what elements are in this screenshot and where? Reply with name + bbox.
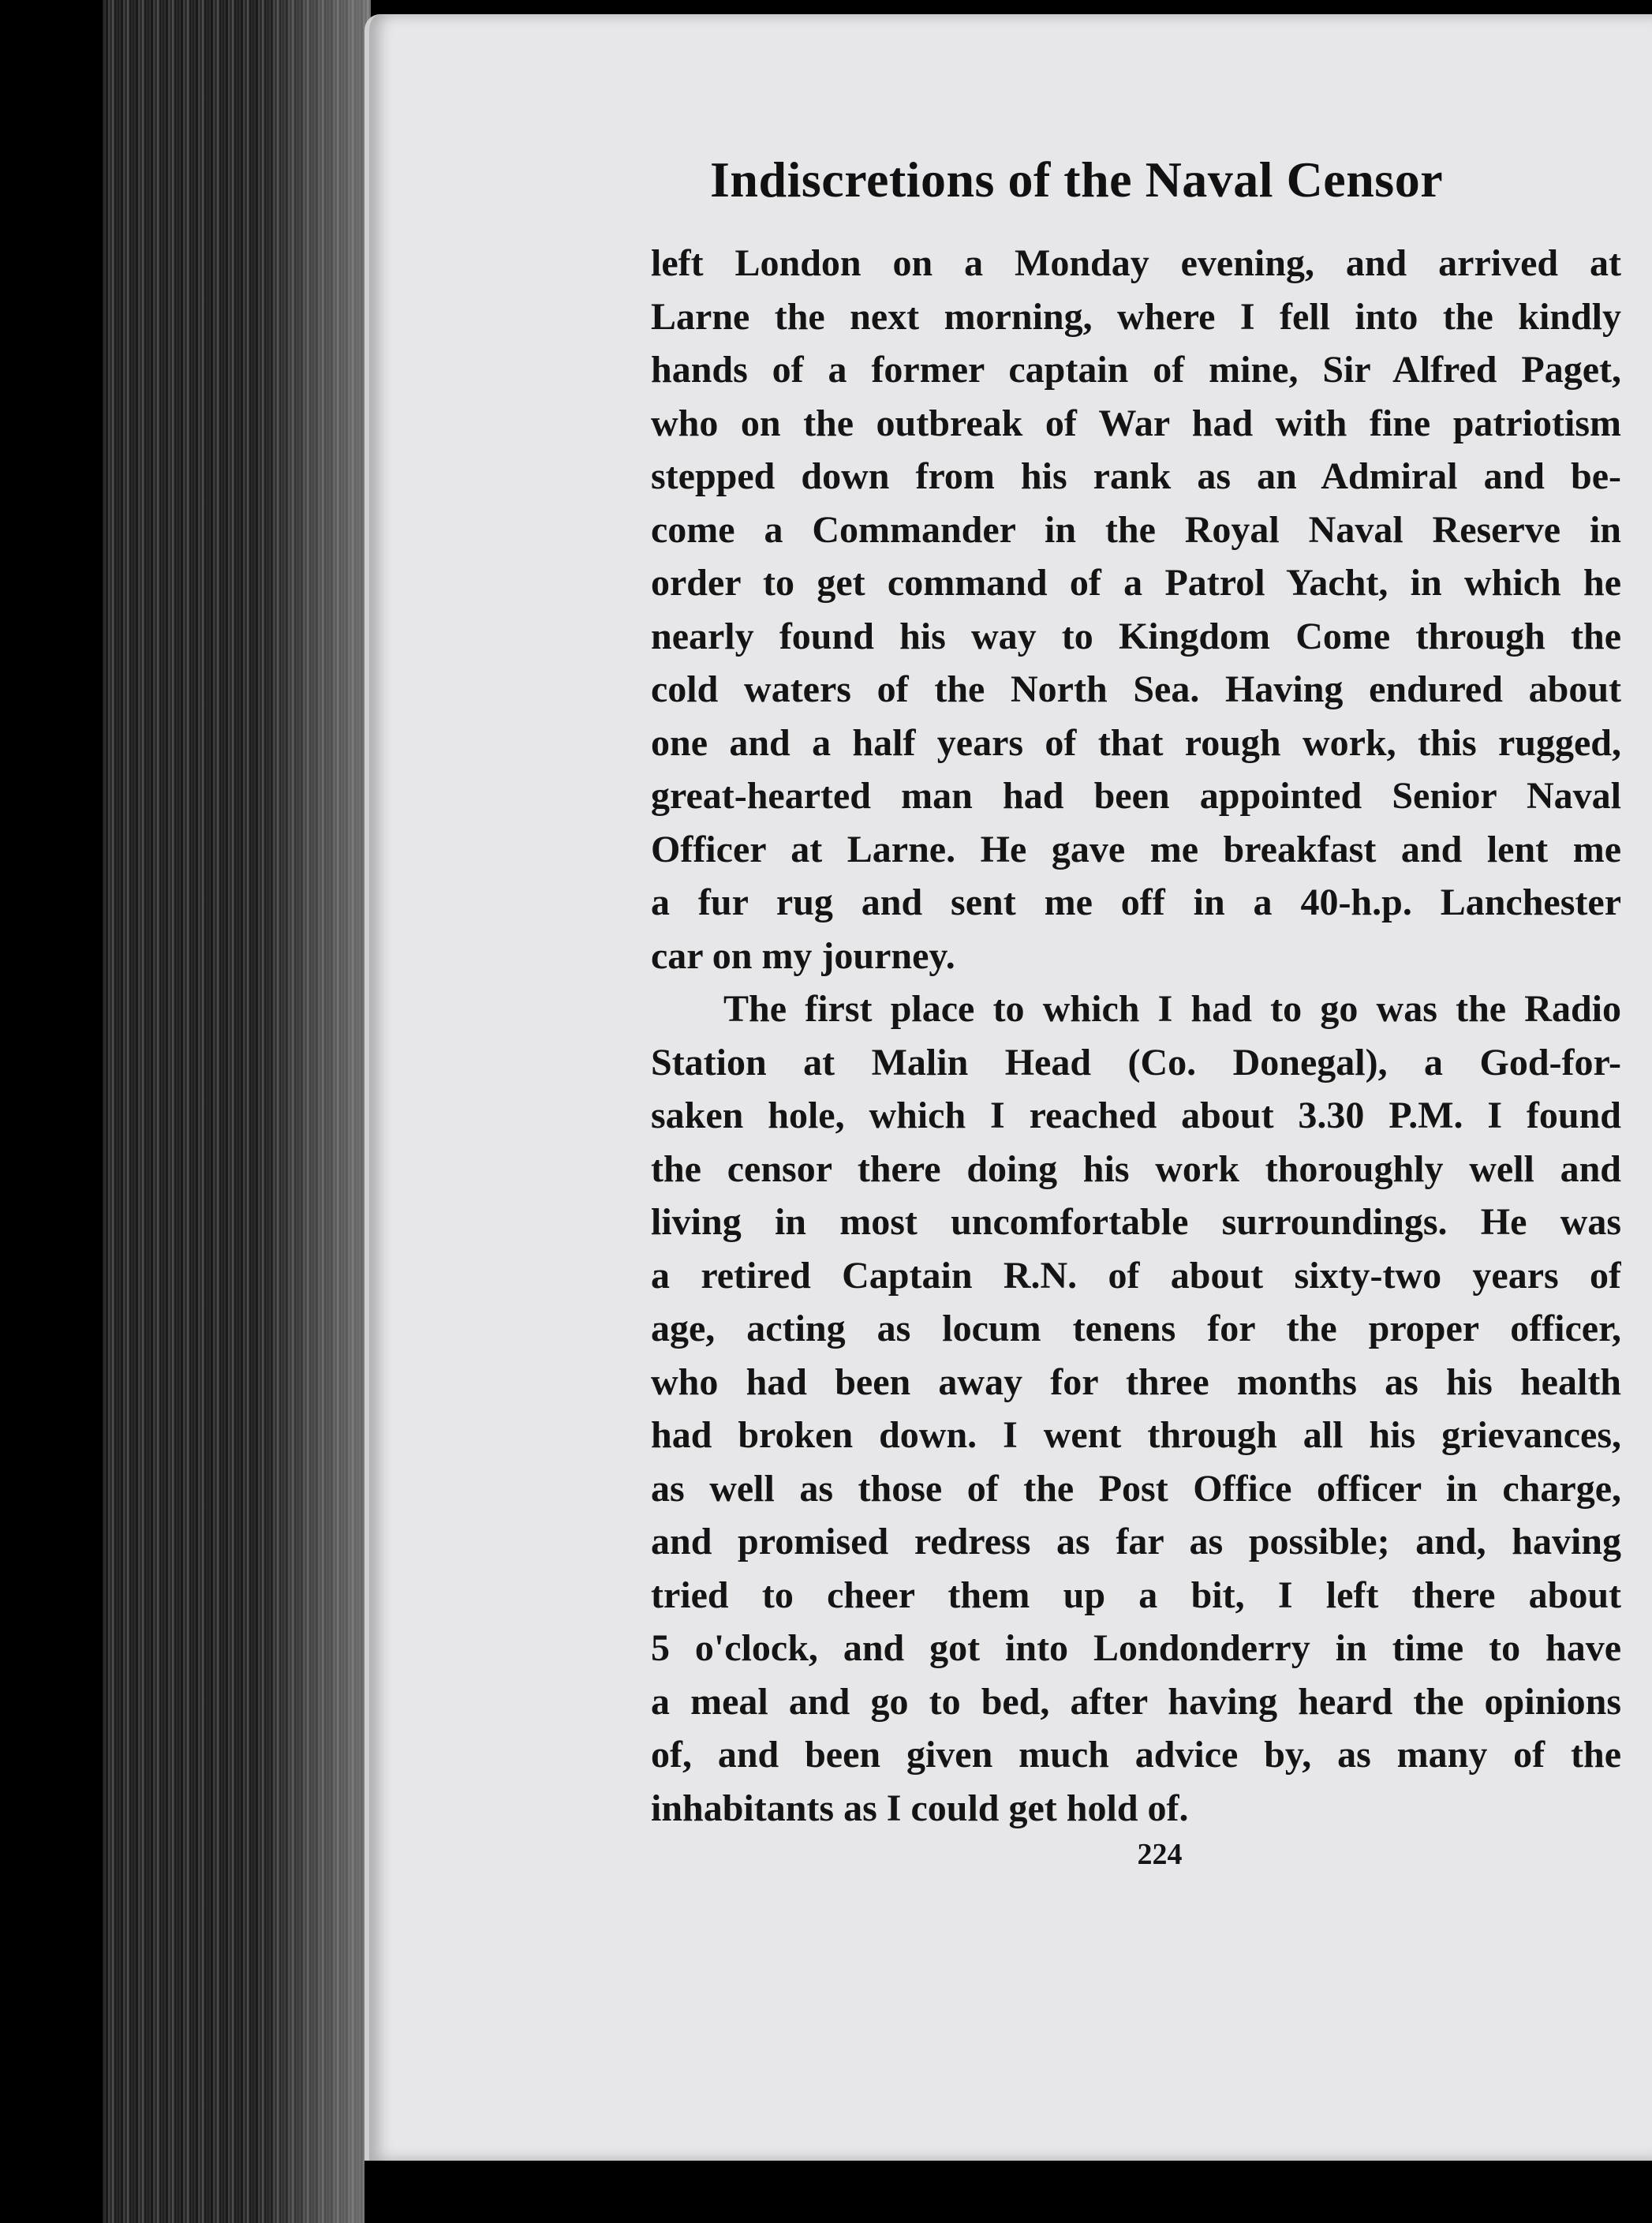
text-line: a retired Captain R.N. of about sixty-two years of — [651, 1254, 1621, 1297]
text-line: one and a half years of that rough work, this rugged, — [651, 721, 1621, 764]
running-head: Indiscretions of the Naval Censor — [710, 152, 1444, 208]
page-bottom-border — [364, 2161, 1652, 2223]
text-line: great-hearted man had been appointed Senior Naval — [651, 775, 1621, 817]
text-line: Larne the next morning, where I fell into the kindly — [651, 295, 1621, 338]
text-line: stepped down from his rank as an Admiral and be- — [651, 455, 1621, 497]
text-line: cold waters of the North Sea. Having endured about — [651, 668, 1621, 710]
page-gutter-shadow — [260, 0, 371, 2223]
text-line: order to get command of a Patrol Yacht, in which he — [651, 562, 1621, 604]
text-line: 5 o'clock, and got into Londonderry in time to have — [651, 1627, 1621, 1669]
text-line: a fur rug and sent me off in a 40-h.p. Lanchester — [651, 881, 1621, 923]
text-line: The first place to which I had to go was the Radio — [723, 988, 1621, 1030]
paragraph-1 — [651, 237, 1621, 982]
text-line: a meal and go to bed, after having heard the opinions — [651, 1680, 1621, 1723]
body-text — [651, 237, 1621, 1835]
text-line: come a Commander in the Royal Naval Reserve in — [651, 508, 1621, 551]
text-line: age, acting as locum tenens for the proper officer, — [651, 1308, 1621, 1349]
page-number: 224 — [1137, 1838, 1183, 1871]
paragraph-2 — [651, 982, 1621, 1835]
text-line: inhabitants as I could get hold of. — [651, 1787, 1189, 1829]
text-line: who on the outbreak of War had with fine patriotism — [651, 402, 1621, 444]
text-line: tried to cheer them up a bit, I left there about — [651, 1574, 1621, 1616]
text-line: the censor there doing his work thoroughly well and — [651, 1147, 1621, 1190]
text-line: saken hole, which I reached about 3.30 P.M. I found — [651, 1095, 1621, 1136]
text-line: Officer at Larne. He gave me breakfast and lent me — [651, 828, 1621, 870]
text-line: left London on a Monday evening, and arrived at — [651, 242, 1621, 284]
text-line: of, and been given much advice by, as many of the — [651, 1734, 1621, 1776]
text-line: who had been away for three months as his health — [651, 1360, 1621, 1403]
text-line: hands of a former captain of mine, Sir Alfred Paget, — [651, 349, 1621, 391]
text-line: had broken down. I went through all his grievances, — [651, 1414, 1621, 1456]
text-line: living in most uncomfortable surroundings. He was — [651, 1201, 1621, 1243]
text-line: car on my journey. — [651, 934, 955, 977]
text-line: and promised redress as far as possible; and, having — [651, 1521, 1621, 1562]
text-line: as well as those of the Post Office officer in charge, — [651, 1467, 1621, 1510]
text-line: nearly found his way to Kingdom Come through the — [651, 615, 1621, 657]
text-line: Station at Malin Head (Co. Donegal), a God-for- — [651, 1041, 1621, 1083]
